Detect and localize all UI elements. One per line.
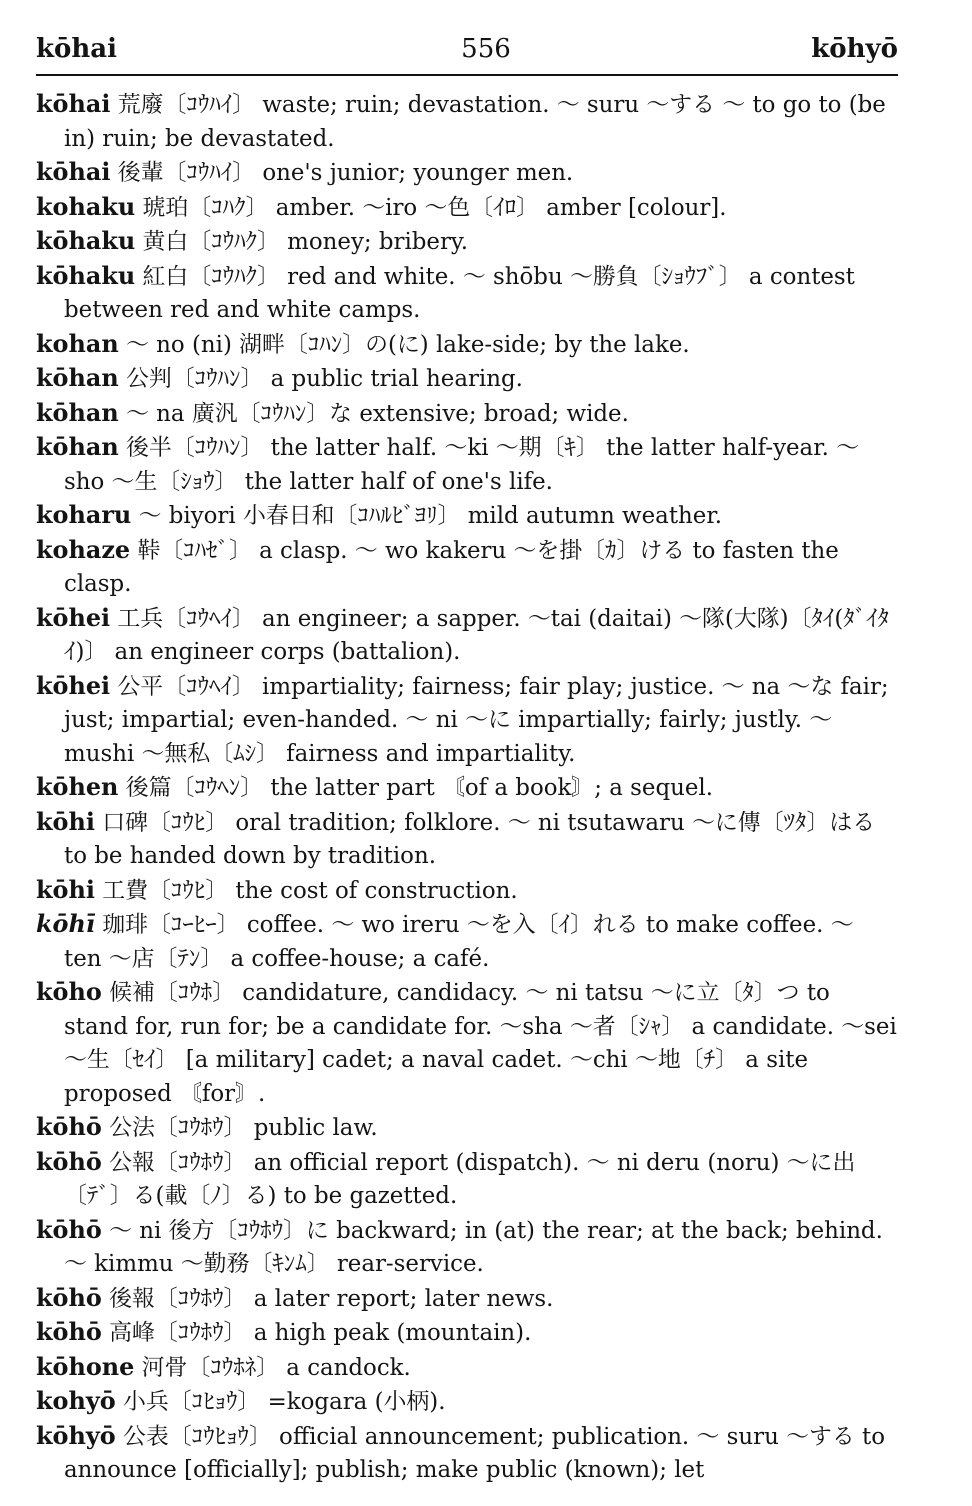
- entry-definition: 後報〔ｺｳﾎｳ〕 a later report; later news.: [109, 1285, 554, 1312]
- entry-headword: kōhō: [36, 1147, 102, 1176]
- entry-headword: kōhyō: [36, 1421, 116, 1450]
- entry-headword: kohyō: [36, 1387, 116, 1415]
- dictionary-entry: [36, 874, 898, 909]
- entry-definition: 工兵〔ｺｳﾍｲ〕 an engineer; a sapper. ～tai (daitai) ～隊(大隊)〔ﾀｲ(ﾀﾞｲﾀｲ)〕 an engineer corps (battalion).: [64, 605, 890, 665]
- entry-headword: kōhan: [36, 398, 119, 427]
- entry-headword: kōhi: [36, 875, 95, 904]
- entry-headword: kohan: [36, 329, 119, 358]
- dictionary-entry: [36, 1111, 898, 1146]
- dictionary-entry: [36, 908, 898, 976]
- dictionary-entry: [36, 88, 898, 156]
- entry-definition: ～ ni 後方〔ｺｳﾎｳ〕に backward; in (at) the rear; at the back; behind. ～ kimmu ～勤務〔ｷﾝﾑ〕 rear-service.: [64, 1217, 883, 1277]
- dictionary-entry: [36, 1351, 898, 1386]
- entry-headword: kohaze: [36, 535, 131, 564]
- dictionary-entry: [36, 1146, 898, 1214]
- entry-headword: kōhi: [36, 807, 95, 836]
- entry-definition: ～ biyori 小春日和〔ｺﾊﾙﾋﾞﾖﾘ〕 mild autumn weather.: [138, 503, 723, 529]
- dictionary-entry: [36, 534, 898, 602]
- entry-definition: 公平〔ｺｳﾍｲ〕 impartiality; fairness; fair play; justice. ～ na ～な fair; just; impartial; even-handed. ～ ni ～に impartially; fairly; justly. ～ mushi ～無私〔ﾑｼ〕 fairness and impartiality.: [64, 673, 889, 767]
- entry-definition: 鞐〔ｺﾊｾﾞ〕 a clasp. ～ wo kakeru ～を掛〔ｶ〕ける to fasten the clasp.: [64, 537, 839, 597]
- entry-definition: 公表〔ｺｳﾋｮｳ〕 official announcement; publication. ～ suru ～する to announce [officially]; publish; make public (known); let: [64, 1423, 886, 1483]
- entry-definition: 後輩〔ｺｳﾊｲ〕 one's junior; younger men.: [117, 160, 574, 186]
- running-head-left: kōhai: [36, 34, 117, 64]
- dictionary-entry: [36, 806, 898, 874]
- entry-definition: 候補〔ｺｳﾎ〕 candidature, candidacy. ～ ni tatsu ～に立〔ﾀ〕つ to stand for, run for; be a candidate for. ～sha ～者〔ｼｬ〕 a candidate. ～sei ～生〔ｾｲ〕 [a military] cadet; a naval cadet. ～chi ～地〔ﾁ〕 a site proposed 〘for〙.: [64, 980, 897, 1107]
- entry-definition: 口碑〔ｺｳﾋ〕 oral tradition; folklore. ～ ni tsutawaru ～に傳〔ﾂﾀ〕はる to be handed down by tradition.: [64, 809, 876, 869]
- entry-headword: kōhei: [36, 671, 111, 700]
- entry-definition: 工費〔ｺｳﾋ〕 the cost of construction.: [102, 877, 518, 904]
- entry-headword: kōhone: [36, 1352, 135, 1381]
- entry-headword: kōhaku: [36, 227, 136, 255]
- dictionary-entry: [36, 602, 898, 670]
- entry-definition: 珈琲〔ｺｰﾋｰ〕 coffee. ～ wo ireru ～を入〔ｲ〕れる to make coffee. ～ ten ～店〔ﾃﾝ〕 a coffee-house; a café.: [64, 912, 854, 972]
- dictionary-entry: [36, 156, 898, 191]
- entry-headword: kōhan: [36, 364, 119, 392]
- page-number: 556: [461, 34, 511, 64]
- dictionary-entry: [36, 431, 898, 499]
- entry-headword: kōhan: [36, 433, 119, 461]
- entry-definition: 後半〔ｺｳﾊﾝ〕 the latter half. ～ki ～期〔ｷ〕 the latter half-year. ～sho ～生〔ｼｮｳ〕 the latter half of one's life.: [64, 435, 860, 495]
- entry-definition: 公判〔ｺｳﾊﾝ〕 a public trial hearing.: [126, 366, 523, 392]
- entry-headword: kōhō: [36, 1283, 102, 1312]
- entry-headword: kōhai: [36, 90, 111, 118]
- entry-list: [36, 88, 898, 1488]
- entry-headword: kōhaku: [36, 261, 136, 290]
- entry-definition: ～ no (ni) 湖畔〔ｺﾊﾝ〕の(に) lake-side; by the lake.: [126, 331, 690, 358]
- dictionary-entry: [36, 670, 898, 772]
- entry-definition: 公法〔ｺｳﾎｳ〕 public law.: [109, 1115, 378, 1141]
- entry-definition: 河骨〔ｺｳﾎﾈ〕 a candock.: [141, 1354, 411, 1381]
- dictionary-entry: [36, 1282, 898, 1317]
- header-rule: [36, 74, 898, 76]
- entry-definition: 荒廢〔ｺｳﾊｲ〕 waste; ruin; devastation. ～ suru ～する ～ to go to (be in) ruin; be devastated.: [64, 92, 886, 152]
- dictionary-entry: [36, 976, 898, 1111]
- entry-definition: 高峰〔ｺｳﾎｳ〕 a high peak (mountain).: [109, 1320, 532, 1346]
- entry-definition: 公報〔ｺｳﾎｳ〕 an official report (dispatch). ～ ni deru (noru) ～に出〔ﾃﾞ〕る(載〔ﾉ〕る) to be gazetted.: [64, 1149, 856, 1209]
- dictionary-entry: [36, 1316, 898, 1351]
- running-head-right: kōhyō: [811, 34, 898, 64]
- entry-headword: kohaku: [36, 192, 136, 221]
- entry-headword: koharu: [36, 501, 132, 529]
- entry-definition: 琥珀〔ｺﾊｸ〕 amber. ～iro ～色〔ｲﾛ〕 amber [colour].: [142, 194, 727, 221]
- entry-headword: kōhō: [36, 1318, 102, 1346]
- dictionary-entry: [36, 191, 898, 226]
- dictionary-entry: [36, 1214, 898, 1282]
- entry-definition: 紅白〔ｺｳﾊｸ〕 red and white. ～ shōbu ～勝負〔ｼｮｳﾌﾞ〕 a contest between red and white camps.: [64, 263, 855, 323]
- entry-definition: 黄白〔ｺｳﾊｸ〕 money; bribery.: [142, 229, 469, 255]
- entry-headword: kōhō: [36, 1215, 102, 1244]
- entry-headword: kōhei: [36, 603, 111, 632]
- entry-headword: kōhī: [36, 910, 95, 938]
- entry-definition: 後篇〔ｺｳﾍﾝ〕 the latter part 〘of a book〙; a sequel.: [125, 775, 714, 801]
- entry-headword: kōhai: [36, 158, 111, 186]
- dictionary-entry: [36, 328, 898, 363]
- dictionary-entry: [36, 397, 898, 432]
- dictionary-entry: [36, 362, 898, 397]
- dictionary-entry: [36, 1420, 898, 1488]
- dictionary-entry: [36, 771, 898, 806]
- entry-definition: 小兵〔ｺﾋｮｳ〕 =kogara (小柄).: [122, 1389, 446, 1415]
- dictionary-entry: [36, 499, 898, 534]
- entry-headword: kōhen: [36, 773, 119, 801]
- entry-definition: ～ na 廣汎〔ｺｳﾊﾝ〕な extensive; broad; wide.: [126, 400, 629, 427]
- dictionary-entry: [36, 1385, 898, 1420]
- entry-headword: kōhō: [36, 1113, 102, 1141]
- dictionary-entry: [36, 260, 898, 328]
- entry-headword: kōho: [36, 978, 102, 1006]
- dictionary-entry: [36, 225, 898, 260]
